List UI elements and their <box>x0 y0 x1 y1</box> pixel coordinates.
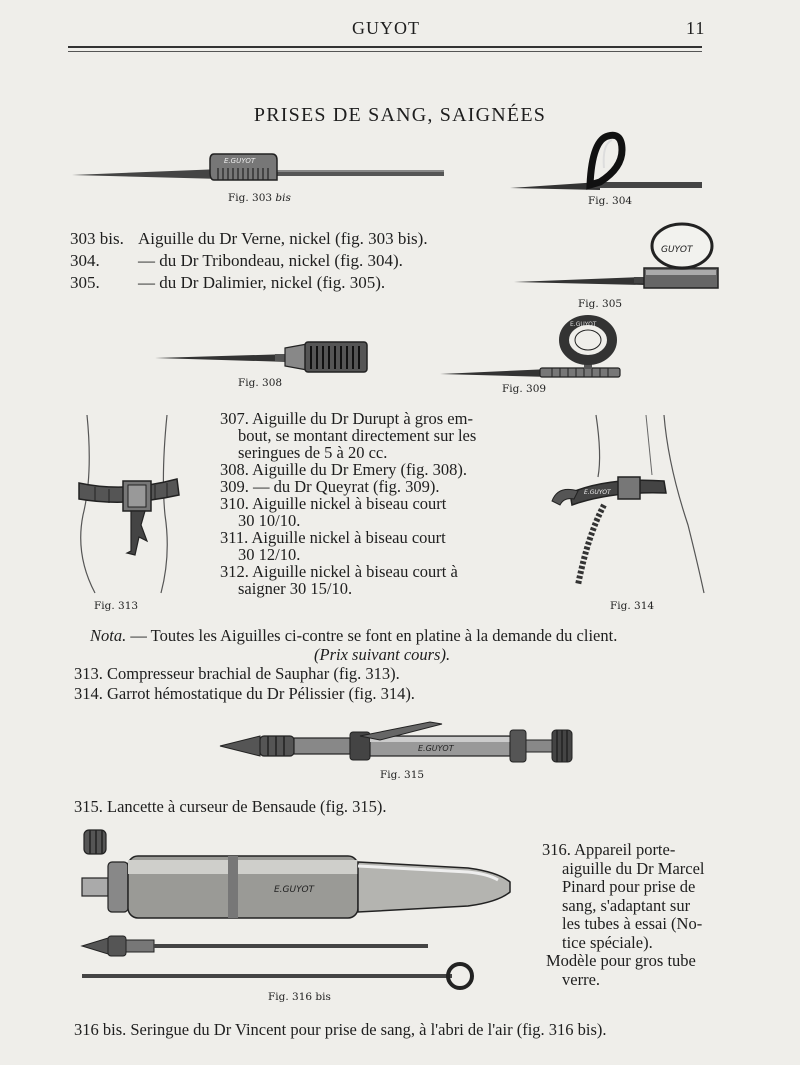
figure-305-needle <box>514 222 724 294</box>
item-310: 310. Aiguille nickel à biseau court 30 10/10. <box>220 494 447 530</box>
figure-314-engraving: E.GUYOT <box>584 489 611 496</box>
caption-fig-315: Fig. 315 <box>380 769 425 781</box>
caption-fig-309: Fig. 309 <box>502 383 547 395</box>
figure-309-needle <box>440 318 625 380</box>
caption-fig-303bis: Fig. 303 bis <box>228 192 291 204</box>
caption-fig-316bis: Fig. 316 bis <box>268 991 331 1003</box>
figure-315-engraving: E.GUYOT <box>418 744 454 753</box>
figure-308-needle <box>155 340 370 374</box>
figure-316bis-engraving: E.GUYOT <box>274 885 315 895</box>
item-308: 308. Aiguille du Dr Emery (fig. 308). <box>220 460 468 479</box>
figure-303bis-needle <box>72 150 452 190</box>
caption-fig-314: Fig. 314 <box>610 600 655 612</box>
item-314: 314. Garrot hémostatique du Dr Pélissier (fig. 314). <box>74 684 415 703</box>
items-307-312 <box>220 410 520 597</box>
figure-315-lancet <box>220 718 580 768</box>
item-305: 305. — du Dr Dalimier, nickel (fig. 305). <box>70 273 386 292</box>
item-309: 309. — du Dr Queyrat (fig. 309). <box>220 477 440 496</box>
item-303bis: 303 bis. Aiguille du Dr Verne, nickel (fig. 303 bis). <box>70 229 428 248</box>
figure-314-tourniquet <box>548 415 708 595</box>
section-title: PRISES DE SANG, SAIGNÉES <box>253 104 547 126</box>
figure-313-arm-compressor <box>75 415 185 595</box>
figure-305-engraving: GUYOT <box>661 245 693 255</box>
item-311: 311. Aiguille nickel à biseau court 30 12/10. <box>220 528 446 564</box>
item-315: 315. Lancette à curseur de Bensaude (fig. 315). <box>74 797 387 816</box>
nota-line: Nota. — Toutes les Aiguilles ci-contre se font en platine à la demande du client. <box>90 626 618 645</box>
caption-fig-304: Fig. 304 <box>588 195 633 207</box>
item-316bis: 316 bis. Seringue du Dr Vincent pour prise de sang, à l'abri de l'air (fig. 316 bis). <box>74 1020 607 1039</box>
item-304: 304. — du Dr Tribondeau, nickel (fig. 304). <box>70 251 403 270</box>
figure-309-engraving: E.GUYOT <box>570 321 597 328</box>
header-rule <box>68 46 702 48</box>
item-307: 307. Aiguille du Dr Durupt à gros em- bout, se montant directement sur les seringues de 5 à 20 cc. <box>220 409 477 462</box>
figure-316bis-syringe <box>78 826 528 991</box>
caption-fig-313: Fig. 313 <box>94 600 139 612</box>
nota-price: (Prix suivant cours). <box>314 645 451 664</box>
running-title: GUYOT <box>352 18 420 38</box>
caption-fig-305: Fig. 305 <box>578 298 623 310</box>
item-313: 313. Compresseur brachial de Sauphar (fig. 313). <box>74 664 400 683</box>
caption-fig-308: Fig. 308 <box>238 377 283 389</box>
figure-303bis-engraving: E.GUYOT <box>224 157 256 165</box>
item-316: 316. Appareil porte- aiguille du Dr Marcel Pinard pour prise de sang, s'adaptant sur les tubes à essai (No- tice spéciale). Modèle pour gros tube verre. <box>542 840 705 989</box>
figure-304-needle <box>510 130 705 195</box>
item-312: 312. Aiguille nickel à biseau court à saigner 30 15/10. <box>220 562 458 598</box>
header-rule-thin <box>68 51 702 52</box>
page-number: 11 <box>686 18 706 38</box>
